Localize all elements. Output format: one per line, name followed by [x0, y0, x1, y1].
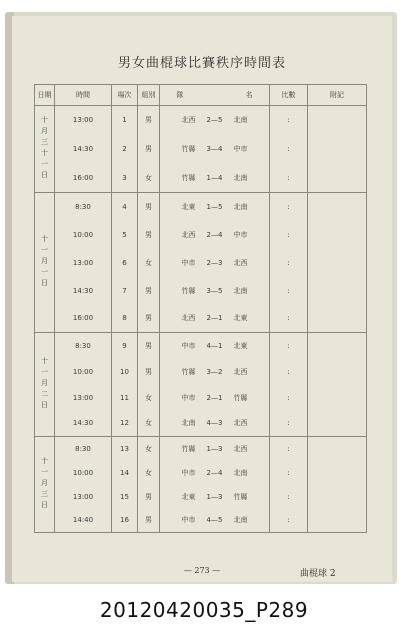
header-team: 隊 — [176, 91, 184, 99]
schedule-table — [34, 84, 367, 533]
group-cell: 男 — [138, 359, 160, 385]
team2-name: 北南 — [233, 468, 248, 477]
page-number: — 273 — — [183, 566, 221, 575]
remarks-cell — [308, 461, 367, 485]
match-cell — [160, 485, 270, 509]
team1-name: 竹縣 — [181, 286, 196, 295]
round-cell: 2 — [112, 135, 138, 164]
group-cell: 男 — [138, 305, 160, 333]
match-cell — [160, 437, 270, 461]
team2-name: 北南 — [233, 173, 248, 182]
round-cell: 16 — [112, 509, 138, 533]
time-cell: 13:00 — [55, 249, 112, 277]
time-cell: 8:30 — [55, 333, 112, 359]
match-score: 1—3 — [206, 444, 223, 453]
team1-name: 中市 — [181, 516, 196, 525]
round-cell: 12 — [112, 411, 138, 437]
match-cell — [160, 333, 270, 359]
round-cell: 15 — [112, 485, 138, 509]
team1-name: 北西 — [181, 116, 196, 125]
score-cell: : — [270, 437, 308, 461]
match-score: 2—1 — [206, 314, 223, 323]
date-cell: 十一月三日 — [35, 437, 55, 533]
table-row — [35, 437, 367, 461]
table-row — [35, 221, 367, 249]
team1-name: 北西 — [181, 230, 196, 239]
team2-name: 北南 — [233, 516, 248, 525]
time-cell: 8:30 — [55, 193, 112, 221]
score-cell: : — [270, 385, 308, 411]
date-cell: 十一月二日 — [35, 333, 55, 437]
score-cell: : — [270, 305, 308, 333]
time-cell: 8:30 — [55, 437, 112, 461]
round-cell: 4 — [112, 193, 138, 221]
round-cell: 1 — [112, 106, 138, 135]
match-score: 2—4 — [206, 468, 223, 477]
header-team-name — [160, 85, 270, 106]
team2-name: 北南 — [233, 116, 248, 125]
group-cell: 女 — [138, 385, 160, 411]
remarks-cell — [308, 359, 367, 385]
team1-name: 竹縣 — [181, 145, 196, 153]
team1-name: 北東 — [181, 492, 196, 501]
match-score: 3—2 — [206, 367, 223, 376]
match-score: 2—5 — [206, 116, 223, 125]
round-cell: 11 — [112, 385, 138, 411]
group-cell: 女 — [138, 437, 160, 461]
team2-name: 北西 — [233, 419, 248, 428]
table-row — [35, 359, 367, 385]
group-cell: 男 — [138, 221, 160, 249]
time-cell: 10:00 — [55, 359, 112, 385]
round-cell: 9 — [112, 333, 138, 359]
team2-name: 北東 — [233, 314, 248, 323]
table-row — [35, 249, 367, 277]
team1-name: 中市 — [181, 393, 196, 402]
remarks-cell — [308, 485, 367, 509]
table-row — [35, 485, 367, 509]
match-score: 1—4 — [206, 173, 223, 182]
remarks-cell — [308, 106, 367, 135]
remarks-cell — [308, 164, 367, 193]
score-cell: : — [270, 135, 308, 164]
score-cell: : — [270, 193, 308, 221]
group-cell: 男 — [138, 106, 160, 135]
group-cell: 女 — [138, 164, 160, 193]
score-cell: : — [270, 106, 308, 135]
remarks-cell — [308, 305, 367, 333]
header-group: 組別 — [138, 85, 160, 106]
remarks-cell — [308, 193, 367, 221]
table-row — [35, 509, 367, 533]
group-cell: 男 — [138, 509, 160, 533]
round-cell: 13 — [112, 437, 138, 461]
header-remarks: 附記 — [308, 85, 367, 106]
match-cell — [160, 461, 270, 485]
score-cell: : — [270, 359, 308, 385]
table-row — [35, 305, 367, 333]
document-page — [12, 16, 392, 582]
time-cell: 13:00 — [55, 485, 112, 509]
round-cell: 3 — [112, 164, 138, 193]
team2-name: 北西 — [233, 444, 248, 453]
round-cell: 6 — [112, 249, 138, 277]
round-cell: 14 — [112, 461, 138, 485]
remarks-cell — [308, 509, 367, 533]
score-cell: : — [270, 461, 308, 485]
team2-name: 北東 — [233, 341, 248, 350]
page-title: 男女曲棍球比賽秩序時間表 — [117, 56, 286, 71]
match-cell — [160, 249, 270, 277]
remarks-cell — [308, 277, 367, 305]
header-name: 名 — [245, 91, 253, 99]
score-cell: : — [270, 509, 308, 533]
remarks-cell — [308, 135, 367, 164]
match-score: 3—5 — [206, 286, 223, 295]
team1-name: 北南 — [181, 419, 196, 428]
match-cell — [160, 221, 270, 249]
match-cell — [160, 305, 270, 333]
image-caption: 20120420035_P289 — [99, 598, 309, 622]
table-row — [35, 277, 367, 305]
schedule-body — [35, 106, 367, 533]
match-cell — [160, 385, 270, 411]
match-score: 3—4 — [206, 145, 223, 153]
table-row — [35, 164, 367, 193]
match-score: 2—1 — [206, 393, 223, 402]
header-time: 時間 — [55, 85, 112, 106]
table-row — [35, 411, 367, 437]
match-score: 4—1 — [206, 341, 223, 350]
match-cell — [160, 411, 270, 437]
team2-name: 北南 — [233, 202, 248, 211]
time-cell: 16:00 — [55, 164, 112, 193]
time-cell: 14:30 — [55, 277, 112, 305]
score-cell: : — [270, 249, 308, 277]
match-cell — [160, 164, 270, 193]
match-score: 2—3 — [206, 258, 223, 267]
team2-name: 中市 — [233, 145, 248, 153]
table-row — [35, 333, 367, 359]
match-score: 4—3 — [206, 419, 223, 428]
remarks-cell — [308, 249, 367, 277]
round-cell: 5 — [112, 221, 138, 249]
team1-name: 竹縣 — [181, 444, 196, 453]
time-cell: 14:40 — [55, 509, 112, 533]
table-row — [35, 135, 367, 164]
match-score: 1—3 — [206, 492, 223, 501]
round-cell: 8 — [112, 305, 138, 333]
section-label: 曲棍球 2 — [300, 569, 336, 579]
match-cell — [160, 106, 270, 135]
date-cell: 十一月一日 — [35, 193, 55, 333]
team2-name: 北南 — [233, 286, 248, 295]
remarks-cell — [308, 385, 367, 411]
team2-name: 竹縣 — [233, 492, 248, 501]
group-cell: 男 — [138, 485, 160, 509]
group-cell: 男 — [138, 193, 160, 221]
group-cell: 女 — [138, 249, 160, 277]
score-cell: : — [270, 221, 308, 249]
group-cell: 男 — [138, 277, 160, 305]
match-cell — [160, 359, 270, 385]
time-cell: 16:00 — [55, 305, 112, 333]
team1-name: 中市 — [181, 258, 196, 267]
header-round: 場次 — [112, 85, 138, 106]
time-cell: 13:00 — [55, 385, 112, 411]
remarks-cell — [308, 333, 367, 359]
match-cell — [160, 135, 270, 164]
team1-name: 北東 — [181, 202, 196, 211]
team1-name: 北西 — [181, 314, 196, 323]
score-cell: : — [270, 277, 308, 305]
team2-name: 北西 — [233, 367, 248, 376]
match-cell — [160, 277, 270, 305]
group-cell: 男 — [138, 135, 160, 164]
time-cell: 13:00 — [55, 106, 112, 135]
table-row — [35, 193, 367, 221]
table-row — [35, 385, 367, 411]
date-cell: 十月三十一日 — [35, 106, 55, 193]
remarks-cell — [308, 411, 367, 437]
header-score: 比數 — [270, 85, 308, 106]
score-cell: : — [270, 164, 308, 193]
round-cell: 10 — [112, 359, 138, 385]
match-cell — [160, 193, 270, 221]
team2-name: 北西 — [233, 258, 248, 267]
match-score: 4—5 — [206, 516, 223, 525]
team1-name: 竹縣 — [181, 173, 196, 182]
team2-name: 竹縣 — [233, 393, 248, 402]
score-cell: : — [270, 411, 308, 437]
header-date: 日期 — [35, 85, 55, 106]
match-score: 2—4 — [206, 230, 223, 239]
team1-name: 中市 — [181, 468, 196, 477]
score-cell: : — [270, 485, 308, 509]
score-cell: : — [270, 333, 308, 359]
group-cell: 男 — [138, 333, 160, 359]
time-cell: 14:30 — [55, 411, 112, 437]
time-cell: 14:30 — [55, 135, 112, 164]
team2-name: 中市 — [233, 230, 248, 239]
match-cell — [160, 509, 270, 533]
table-row — [35, 106, 367, 135]
remarks-cell — [308, 221, 367, 249]
round-cell: 7 — [112, 277, 138, 305]
time-cell: 10:00 — [55, 221, 112, 249]
match-score: 1—5 — [206, 202, 223, 211]
group-cell: 女 — [138, 411, 160, 437]
team1-name: 竹縣 — [181, 367, 196, 376]
time-cell: 10:00 — [55, 461, 112, 485]
remarks-cell — [308, 437, 367, 461]
team1-name: 中市 — [181, 341, 196, 350]
group-cell: 女 — [138, 461, 160, 485]
table-row — [35, 461, 367, 485]
